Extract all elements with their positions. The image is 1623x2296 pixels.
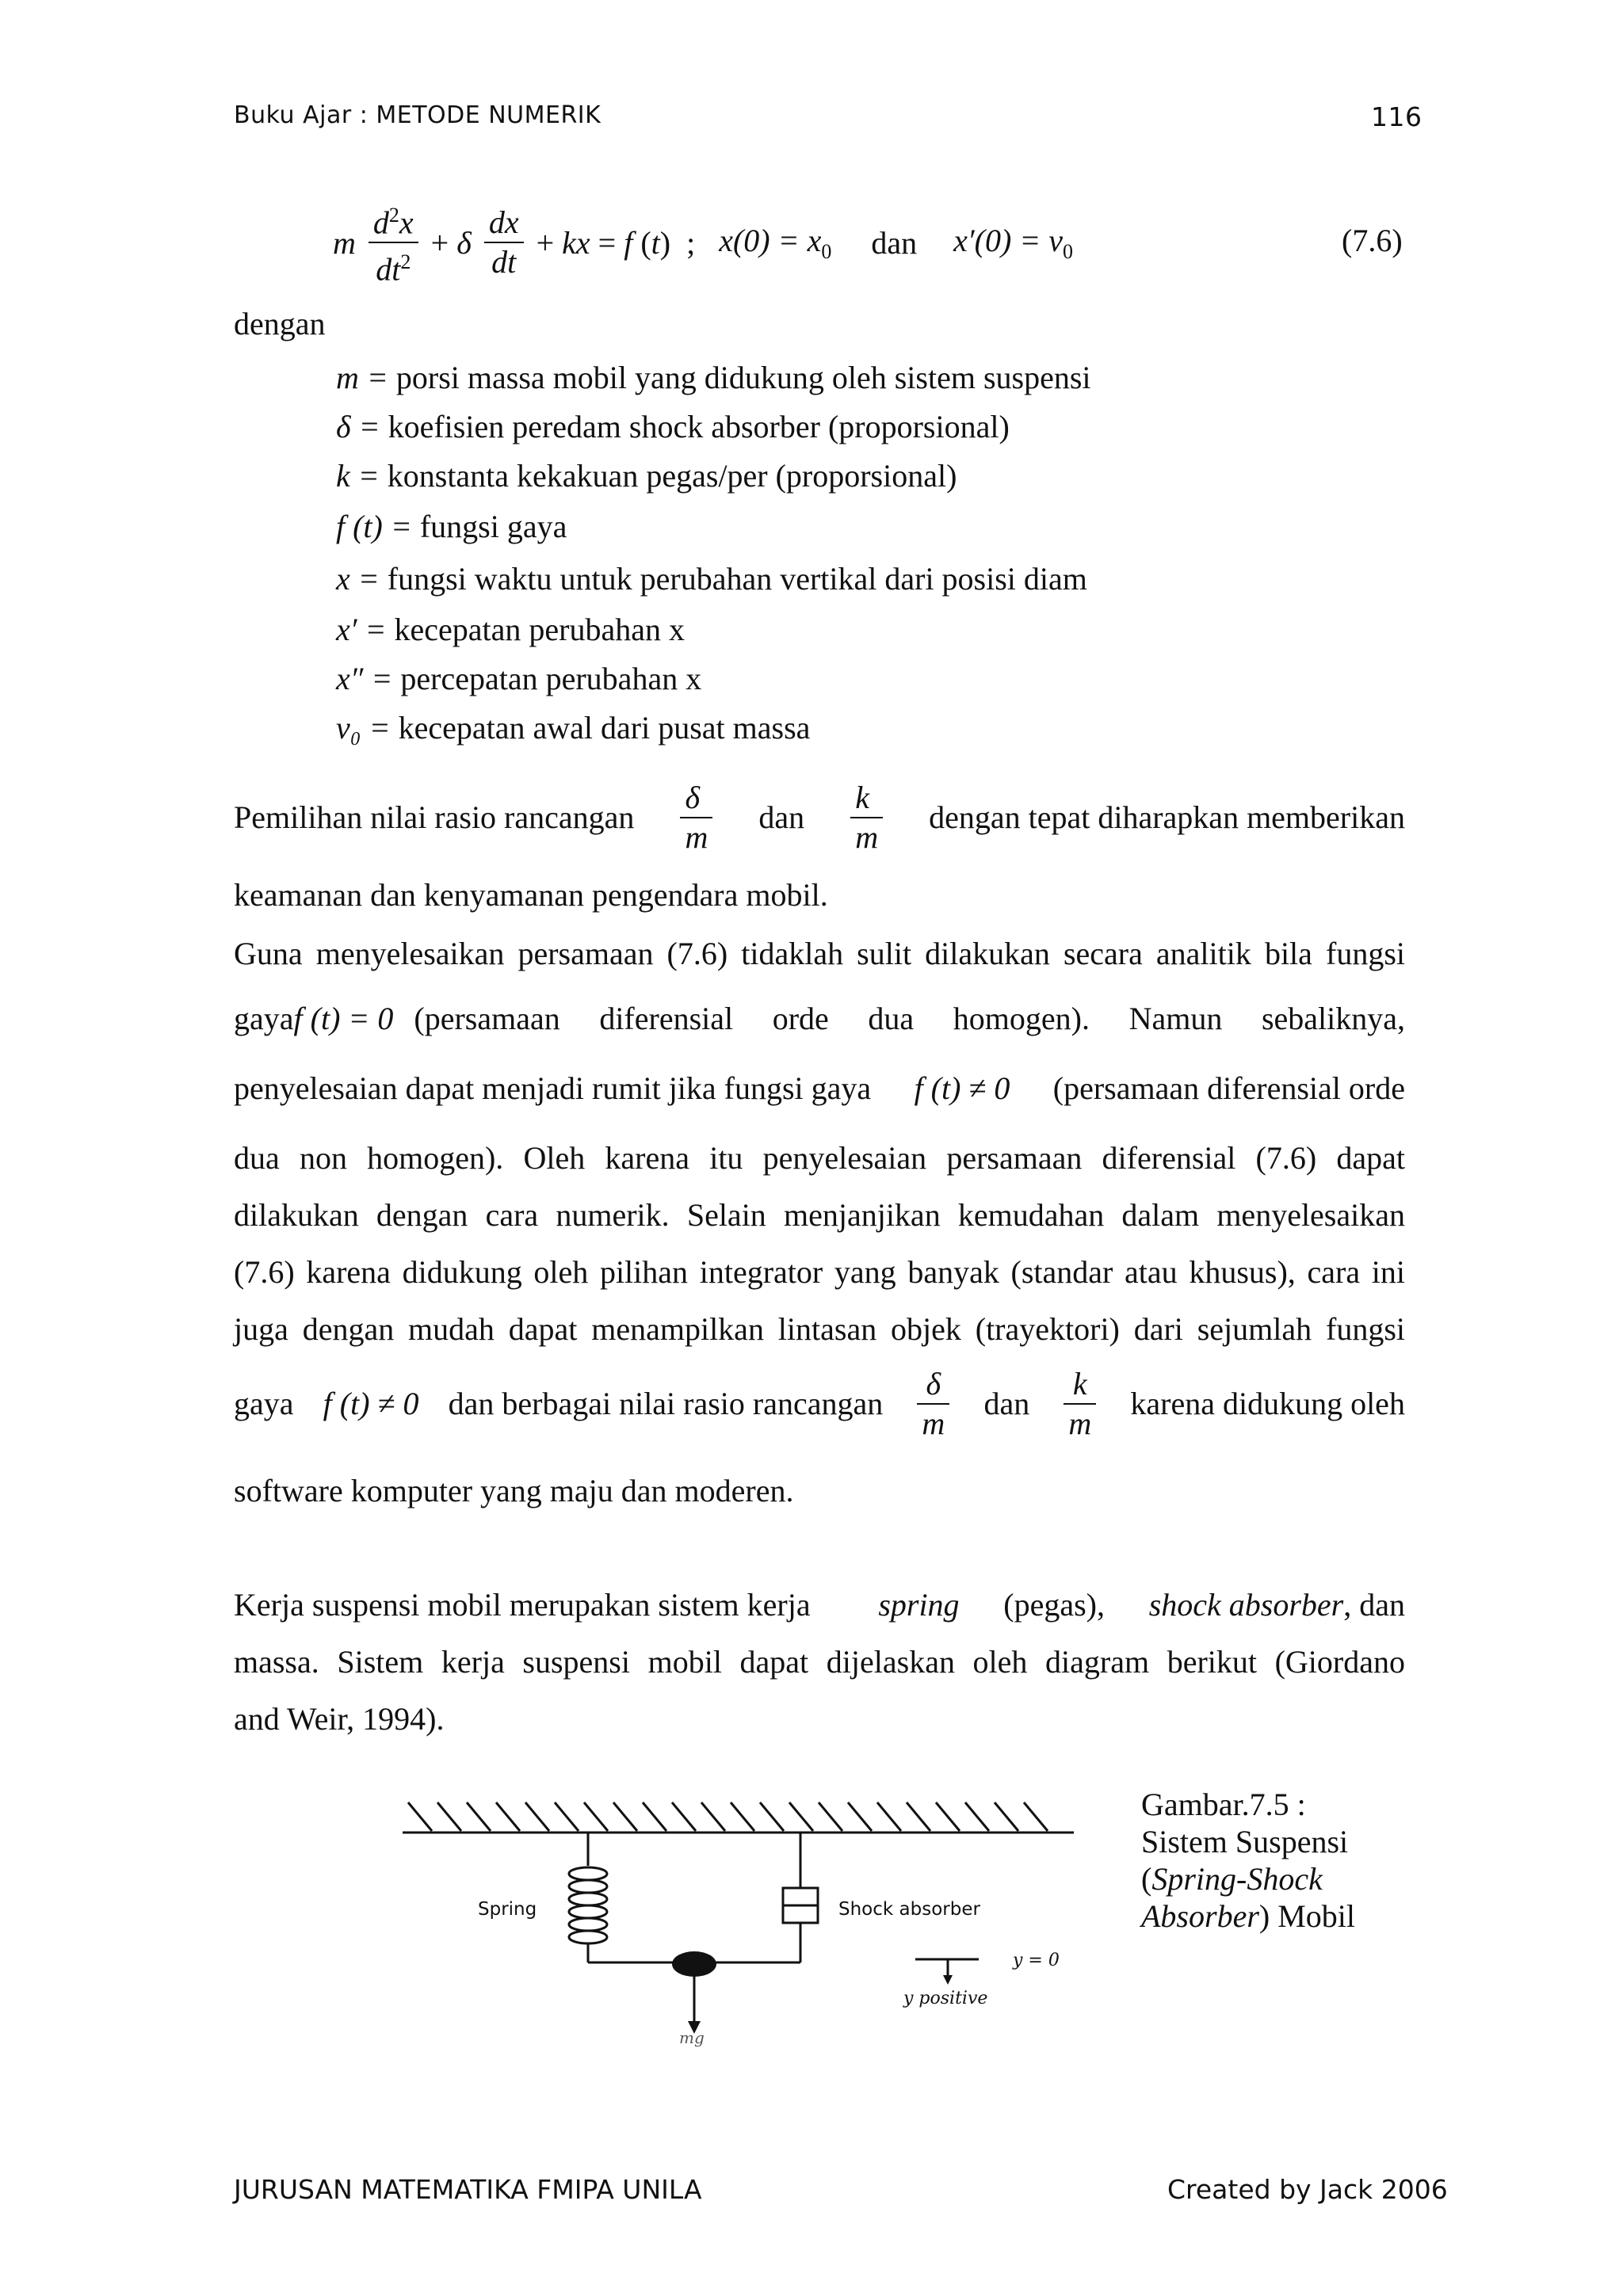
- dengan-label: dengan: [234, 306, 326, 341]
- definition-item: k = konstanta kekakuan pegas/per (proporsional): [336, 458, 957, 494]
- suspension-diagram: [388, 1787, 1086, 2048]
- first-derivative-fraction: $\frac{dx}{dt}$: [484, 204, 524, 281]
- paragraph-3-line-3: and Weir, 1994).: [234, 1701, 445, 1737]
- equation-number: (7.6): [1342, 223, 1403, 258]
- y-positive-arrowhead: [943, 1975, 953, 1985]
- running-header: Buku Ajar : METODE NUMERIK: [234, 101, 601, 129]
- definition-item: m = porsi massa mobil yang didukung oleh sistem suspensi: [336, 360, 1091, 395]
- definition-item: δ = koefisien peredam shock absorber (proporsional): [336, 409, 1010, 444]
- definition-item: v₀ = kecepatan awal dari pusat massa: [336, 710, 811, 746]
- footer-left: JURUSAN MATEMATIKA FMIPA UNILA: [234, 2174, 702, 2205]
- page-number: 116: [1371, 101, 1423, 132]
- paragraph-2-line-8: gaya f (t) ≠ 0 dan berbagai nilai rasio rancangan $\frac{\delta}{m}$ dan $\frac{k}{m}$ karena didukung oleh: [234, 1366, 1405, 1441]
- paragraph-2-line-5: dilakukan dengan cara numerik. Selain menjanjikan kemudahan dalam menyelesaikan: [234, 1197, 1405, 1233]
- paragraph-2-line-4: dua non homogen). Oleh karena itu penyelesaian persamaan diferensial (7.6) dapat: [234, 1140, 1405, 1176]
- y-positive-label: y positive: [903, 1989, 988, 2008]
- y-zero-label: y = 0: [1013, 1951, 1060, 1970]
- definition-item: x″ = percepatan perubahan x: [336, 661, 702, 696]
- paragraph-2-line-6: (7.6) karena didukung oleh pilihan integrator yang banyak (standar atau khusus), cara ini: [234, 1254, 1405, 1290]
- figure-caption: Gambar.7.5 : Sistem Suspensi (Spring-Shock Absorber) Mobil: [1141, 1787, 1356, 1934]
- footer-right: Created by Jack 2006: [1167, 2174, 1448, 2205]
- paragraph-2-line-3: penyelesaian dapat menjadi rumit jika fungsi gaya f (t) ≠ 0 (persamaan diferensial orde: [234, 1070, 1405, 1106]
- paragraph-1-line-1: Pemilihan nilai rasio rancangan $\frac{\delta}{m}$ dan $\frac{k}{m}$ dengan tepat diharapkan memberikan: [234, 780, 1405, 855]
- paragraph-3-line-2: massa. Sistem kerja suspensi mobil dapat dijelaskan oleh diagram berikut (Giordano: [234, 1644, 1405, 1680]
- paragraph-2-line-9: software komputer yang maju dan moderen.: [234, 1473, 794, 1508]
- mg-label: mg: [679, 2028, 705, 2047]
- definition-item: x = fungsi waktu untuk perubahan vertikal dari posisi diam: [336, 561, 1087, 597]
- ceiling-hatching: [408, 1802, 1048, 1831]
- shock-absorber-label: Shock absorber: [838, 1899, 980, 1920]
- definition-item: x′ = kecepatan perubahan x: [336, 612, 685, 647]
- spring-label: Spring: [478, 1899, 537, 1920]
- spring-coil: [569, 1867, 607, 1943]
- paragraph-1-line-2: keamanan dan kenyamanan pengendara mobil.: [234, 877, 828, 913]
- definition-item: f (t) = fungsi gaya: [336, 509, 567, 544]
- second-derivative-fraction: $\frac{d^2x}{dt^2}$: [369, 196, 418, 289]
- equation-7-6: m $\frac{d^2x}{dt^2}$ + δ $\frac{dx}{dt}$ + kx = f (t) ; $x(0) = x_0$ dan $x'(0) = v_0$: [333, 196, 1073, 292]
- paragraph-2-line-2: gaya f (t) = 0 (persamaan diferensial orde dua homogen). Namun sebaliknya,: [234, 1001, 1405, 1036]
- paragraph-3-line-1: Kerja suspensi mobil merupakan sistem kerja spring (pegas), shock absorber, dan: [234, 1587, 1405, 1623]
- equation-connector: dan: [871, 224, 918, 261]
- initial-condition-position: $x(0) = x_0$: [719, 222, 832, 263]
- definition-list: [336, 359, 1091, 758]
- initial-condition-velocity: $x'(0) = v_0$: [953, 222, 1074, 263]
- paragraph-2-line-1: Guna menyelesaikan persamaan (7.6) tidaklah sulit dilakukan secara analitik bila fungsi: [234, 936, 1405, 971]
- paragraph-2-line-7: juga dengan mudah dapat menampilkan lintasan objek (trayektori) dari sejumlah fungsi: [234, 1311, 1405, 1347]
- mass-point: [672, 1951, 716, 1977]
